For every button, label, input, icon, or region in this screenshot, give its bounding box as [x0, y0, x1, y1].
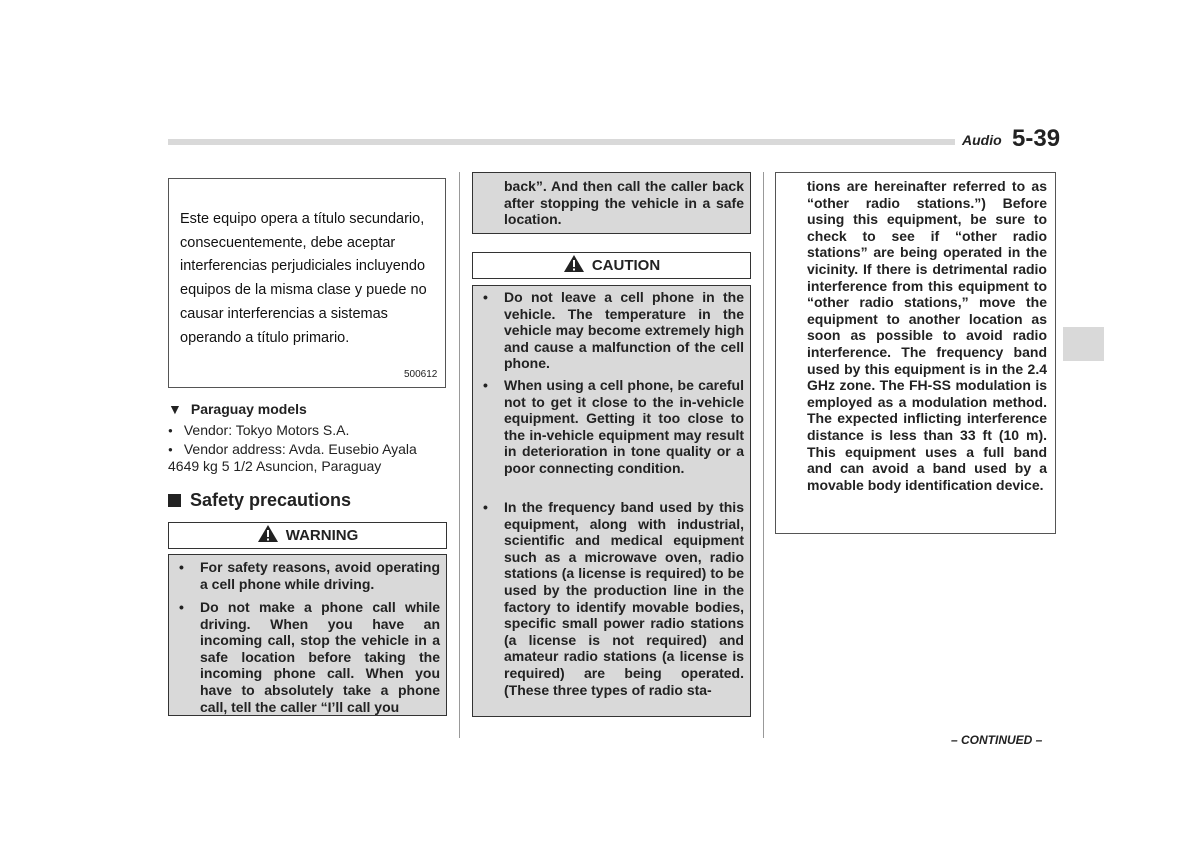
warning-continued-text: back”. And then call the caller back after stopping the vehicle in a safe location.: [504, 178, 744, 228]
page-number: 5-39: [1012, 125, 1061, 152]
subsection-heading: [168, 401, 449, 417]
bullet-icon: •: [483, 289, 488, 305]
list-item-text: Vendor: Tokyo Motors S.A.: [183, 422, 350, 438]
warning-body: [168, 554, 447, 716]
image-code: 500612: [404, 369, 438, 380]
list-item-text: Vendor address: Avda. Eusebio Ayala 4649 kg 5 1/2 Asuncion, Paraguay: [168, 441, 417, 474]
notice-line: Este equipo opera a título secundario,: [180, 211, 425, 227]
warning-item: [179, 559, 440, 592]
list-item: [168, 422, 449, 438]
section-title: [168, 490, 351, 511]
caution-continued-text: tions are hereinafter referred to as “other radio stations.”) Before using this equipment, be sure to check to see if “other radio stations” are being operated in the vicinity. If there is detrimental radio interference from this equipment to “other radio stations,” move the equipment to another location as soon as possible to avoid radio interference. The frequency band used by this equipment is in the 2.4 GHz zone. The FH-SS modulation is employed as a modulation method. The expected inflicting interference distance is less than 33 ft (10 m). This equipment uses a full band and can avoid a band used by a movable body identification device.: [807, 178, 1047, 493]
notice-text: [180, 208, 450, 350]
bullet-icon: •: [179, 559, 184, 575]
warning-label-text: WARNING: [285, 527, 359, 544]
caution-label-text: CAUTION: [591, 257, 661, 274]
section-title-text: Safety precautions: [190, 490, 352, 510]
notice-line: operando a título primario.: [180, 329, 350, 346]
caution-item: [483, 377, 744, 477]
warning-continued: [472, 172, 751, 234]
notice-line: causar interferencias a sistemas: [180, 305, 388, 322]
bullet-icon: •: [483, 499, 488, 515]
warning-item-text: For safety reasons, avoid operating a cell phone while driving.: [200, 559, 440, 592]
bullet-icon: •: [483, 377, 488, 393]
warning-triangle-icon: [563, 254, 585, 277]
bullet-icon: ●: [168, 426, 173, 435]
notice-line: equipos de la misma clase y puede no: [180, 282, 427, 299]
bullet-icon: •: [179, 599, 184, 615]
header-rule: [168, 139, 955, 145]
continued-label: – CONTINUED –: [951, 733, 1043, 747]
column-divider: [763, 172, 764, 738]
column-divider: [459, 172, 460, 738]
caution-label: [472, 252, 751, 279]
warning-item: [179, 599, 440, 715]
caution-item: [483, 499, 744, 698]
warning-item-text: Do not make a phone call while driving. When you have an incoming call, stop the vehicle in a safe location before taking the incoming phone call. When you have to absolutely take a phone call, tell the caller “I’ll call you: [200, 599, 440, 715]
section-name: Audio: [962, 132, 1002, 148]
triangle-down-icon: ▼: [168, 401, 182, 417]
warning-triangle-icon: [257, 524, 279, 547]
caution-body: [472, 285, 751, 717]
caution-item: [483, 289, 744, 372]
caution-item-text: In the frequency band used by this equipment, along with industrial, scientific and medical equipment such as a microwave oven, radio stations (a license is required) to be used by the production line in the factory to identify movable bodies, specific small power radio stations (a license is not required) and amateur radio stations (a license is required) are being operated. (These three types of radio sta-: [504, 499, 744, 698]
notice-line: interferencias perjudiciales incluyendo: [180, 258, 426, 275]
bullet-icon: ●: [168, 445, 173, 454]
chapter-tab: [1063, 327, 1104, 361]
caution-item-text: When using a cell phone, be careful not to get it close to the in-vehicle equipment. Getting it too close to the in-vehicle equipment may result in deterioration in tone quality or a poor connecting condition.: [504, 377, 744, 476]
warning-label: [168, 522, 447, 549]
subsection-heading-text: Paraguay models: [190, 401, 307, 417]
square-bullet-icon: [168, 494, 181, 507]
caution-continued: [775, 172, 1056, 534]
caution-item-text: Do not leave a cell phone in the vehicle. The temperature in the vehicle may become extremely high and cause a malfunction of the cell phone.: [504, 289, 744, 372]
notice-line: consecuentemente, debe aceptar: [180, 234, 396, 251]
list-item: [168, 441, 449, 475]
